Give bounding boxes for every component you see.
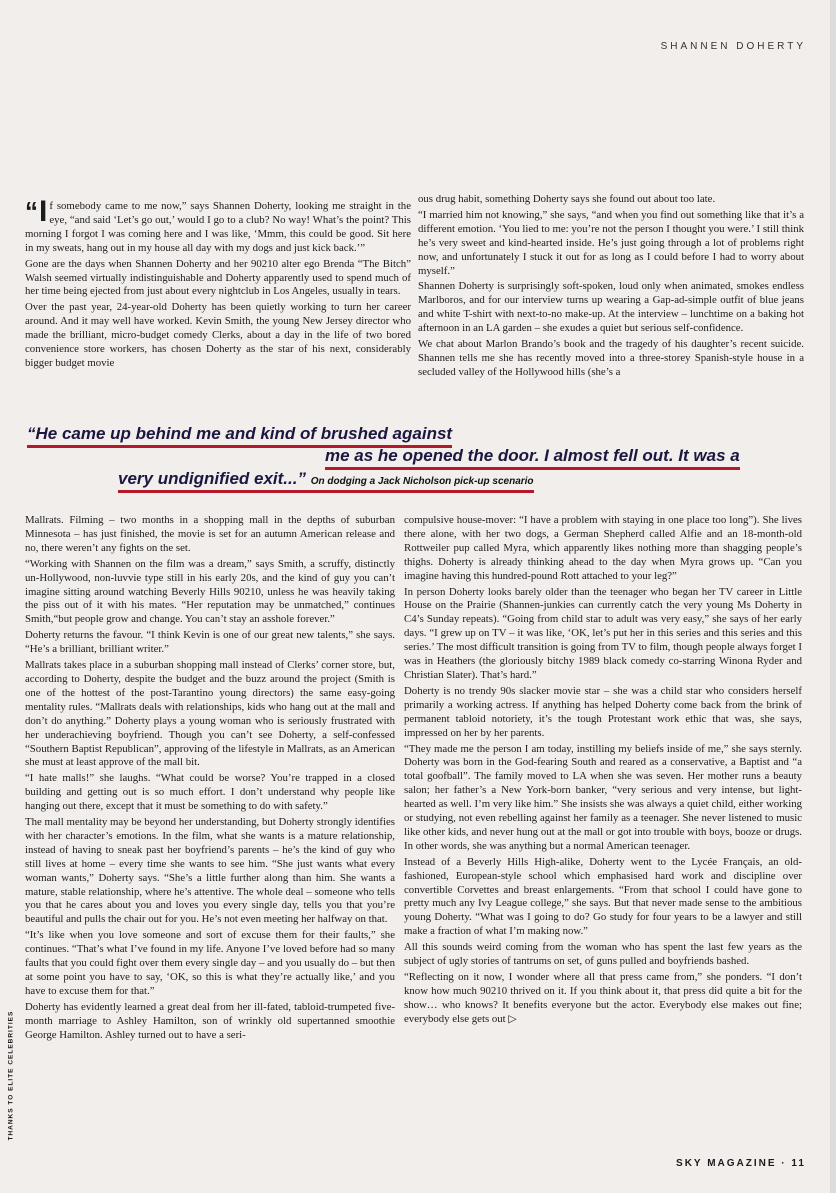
- article-paragraph: Gone are the days when Shannen Doherty and her 90210 alter ego Brenda “The Bitch” Walsh seemed virtually indistinguishable and Doherty apparently used to spend much of her time being ejected from just about every nightclub in Los Angeles, usually in tears.: [25, 257, 411, 298]
- footer-page-number: 11: [791, 1158, 806, 1169]
- article-paragraph: “Reflecting on it now, I wonder where all that press came from,” she ponders. “I don’t know how much 90210 thrived on it. If you think about it, that press did quite a bit for the show… who knows? It benefits everyone but the actor. Everybody else makes out fine; everybody else gets out ▷: [404, 971, 802, 1025]
- article-column-top-left: [25, 195, 411, 373]
- article-paragraph: compulsive house-mover: “I have a problem with staying in one place too long”). She lives there alone, with her two dogs, a German Shepherd called Alfie and an 18-month-old Rottweiler pup called Myra, which apparently likes nothing more than shagging people’s thighs. Doherty is already thinking ahead to the day when Myra grows up. “Can you imagine having this hundred-pound Rott attached to your leg?”: [404, 514, 802, 582]
- article-paragraph: Over the past year, 24-year-old Doherty has been quietly working to turn her career around. And it may well have worked. Kevin Smith, the young New Jersey director who made the brilliant, micro-budget comedy Clerks, about a day in the life of two bored convenience store workers, has chosen Doherty as the star of his next, considerably bigger budget movie: [25, 301, 411, 369]
- article-paragraph: Mallrats takes place in a suburban shopping mall instead of Clerks’ corner store, but, according to Doherty, despite the budget and the buzz around the project (Smith is one of the hottest of the post-Tarantino young directors) the same easy-going mentality rules. “Mallrats deals with relationships, kids who hang out at the mall and don’t do anything.” Doherty plays a young woman who is seriously frustrated with her underachieving boyfriend. Though you can’t see Doherty, a self-confessed “Southern Baptist Republican”, approving of the lifestyle in Mallrats, as an American she must at least approve of the mall bit.: [25, 659, 395, 769]
- dropcap-letter: I: [39, 195, 48, 228]
- pull-quote-attribution: On dodging a Jack Nicholson pick-up scenario: [310, 476, 534, 487]
- article-paragraph: Doherty is no trendy 90s slacker movie star – she was a child star who considers herself primarily a working actress. If anything has helped Doherty come back from the brink of permanent tabloid notoriety, it’s the tough Protestant work ethic that was, she says, impressed on her by her parents.: [404, 684, 802, 739]
- article-column-bottom-right: [404, 514, 802, 1029]
- article-column-top-right: [418, 193, 804, 382]
- article-paragraph: Instead of a Beverly Hills High-alike, Doherty went to the Lycée Français, an old-fashioned, European-style school which emphasised hard work and discipline over convertible Corvettes and breast enlargements. “From that school I could have gone to pretty much any Ivy League college,” she says. But that never made sense to the ambitious young Doherty. “What was I going to do? Go study for four years to be a lawyer and still make a fraction of what I’m making now.”: [404, 855, 802, 938]
- pull-quote-line-3-text: very undignified exit...”: [118, 469, 306, 488]
- article-paragraph: “They made me the person I am today, instilling my beliefs inside of me,” she says sternly. Doherty was born in the God-fearing South and reared as a conservative, a Baptist and “a total goofball”. The family moved to LA when she was seven. Her mother runs a beauty salon; her father’s a New York-born banker, “very serious and very intense, but light-hearted as well. I’m very like him.” She insists she was always a quiet child, either working or studying, not even rebelling against her family as a teenager. She never listened to music like other kids, and never hung out at the mall or got into trouble with boys, booze or drugs. In other words, she was anything but a normal American teenager.: [404, 742, 802, 852]
- article-paragraph: “I married him not knowing,” she says, “and when you find out something like that it’s a different emotion. ‘You lied to me: you’re not the person I thought you were.’ I still think he’s very sweet and kind-hearted inside. He’s just going through a lot of problems right now, and unfortunately I stuck it out for as long as I could before I had to worry about myself.”: [418, 208, 804, 277]
- article-paragraph: Doherty returns the favour. “I think Kevin is one of our great new talents,” she says. “He’s a brilliant, brilliant writer.”: [25, 629, 395, 656]
- dropcap-quote: “: [25, 196, 38, 226]
- article-paragraph: The mall mentality may be beyond her understanding, but Doherty strongly identifies with her character’s emotions. In the film, what she wants is a mature relationship, instead of having to sneak past her boyfriend’s parents – he’s the kind of guy who still lives at home – every time she wants to see him. “She just wants what every woman wants,” Doherty says. “She’s a little further along than him. She wants a mature, stable relationship, where he’s attentive. The whole deal – someone who tells you that he cares about you and loves you every single day, tells you that you’re beautiful and pulls the chair out for you. He’s not even meeting her halfway on that.: [25, 816, 395, 926]
- article-paragraph-text: f somebody came to me now,” says Shannen Doherty, looking me straight in the eye, “and said ‘Let’s go out,’ would I go to a club? No way! What’s the point? This morning I forgot I was coming here and I was like, ‘Mmm, this could be good. Sit here in my sweats, hang out in my house all day with my dogs and just kick back.’”: [25, 200, 411, 254]
- article-paragraph: Shannen Doherty is surprisingly soft-spoken, loud only when animated, smokes endless Marlboros, and for our interview turns up wearing a Gap-ad-simple outfit of blue jeans and white T-shirt with next-to-no make-up. At the interview – lunchtime on a baking hot afternoon in an LA garden – she exudes a quiet but serious self-confidence.: [418, 280, 804, 335]
- article-paragraph: “Working with Shannen on the film was a dream,” says Smith, a scruffy, distinctly un-Hollywood, non-luvvie type still in his early 20s, and the kind of guy you can’t imagine sitting around watching Beverly Hills 90210, unless he was heavily taking the piss out of it with his mates. “Her reputation may be unmatched,” continues Smith,“but people grow and change. You can’t stay an asshole forever.”: [25, 557, 395, 626]
- article-paragraph: In person Doherty looks barely older than the teenager who began her TV career in Little House on the Prairie (Shannen-junkies can currently catch the very young Ms Doherty in C4’s Sunday repeats). “Going from child star to adult was very easy,” she says of her early days. “I grew up on TV – it was like, ‘OK, let’s put her in this series and this series and this series.’ The most difficult transition is going from TV to film, though people always forget I was in Heathers (the gloriously bitchy 1989 black comedy co-starring Winona Ryder and Christian Slater). That’s hard.”: [404, 585, 802, 681]
- article-paragraph: All this sounds weird coming from the woman who has spent the last few years as the subject of ugly stories of tantrums on set, of guns pulled and boyfriends bashed.: [404, 941, 802, 968]
- article-paragraph: [25, 195, 411, 256]
- article-paragraph: Doherty has evidently learned a great deal from her ill-fated, tabloid-trumpeted five-month marriage to Ashley Hamilton, son of wrinkly old supertanned smoothie George Hamilton. Ashley turned out to have a seri-: [25, 1000, 395, 1041]
- article-paragraph: “I hate malls!” she laughs. “What could be worse? You’re trapped in a closed building and getting out is so much effort. I don’t understand why people like hanging out there, except that it must be something to do with safety.”: [25, 772, 395, 813]
- pull-quote: [0, 424, 836, 494]
- article-paragraph: “It’s like when you love someone and sort of excuse them for their faults,” she continues. “That’s what I’ve found in my life. Anyone I’ve loved before had so many faults that you could fight over them every single day – and you usually do – but then at some point you have to say, ‘OK, so this is what they’re actually like,’ and you have to excuse them for that.”: [25, 929, 395, 997]
- article-paragraph: ous drug habit, something Doherty says she found out about too late.: [418, 193, 716, 205]
- page-edge: [830, 0, 836, 1193]
- side-credit: [2, 1012, 16, 1142]
- footer-magazine: SKY MAGAZINE ·: [676, 1158, 792, 1169]
- side-credit-text: THANKS TO ELITE CELEBRITIES: [7, 1010, 15, 1141]
- page-header-title: SHANNEN DOHERTY: [660, 41, 806, 52]
- pull-quote-line-1: “He came up behind me and kind of brushed against: [27, 424, 452, 448]
- article-paragraph: Mallrats. Filming – two months in a shopping mall in the depths of suburban Minnesota – has just finished, the movie is set for an autumn American release and no, there weren’t any fights on the set.: [25, 514, 395, 554]
- page-footer: [676, 1158, 806, 1169]
- pull-quote-line-2: me as he opened the door. I almost fell out. It was a: [325, 446, 740, 470]
- article-column-bottom-left: [25, 514, 395, 1045]
- pull-quote-line-3: [118, 469, 534, 493]
- article-paragraph: We chat about Marlon Brando’s book and the tragedy of his daughter’s recent suicide. Shannen tells me she has recently moved into a three-storey Spanish-style house in a secluded valley of the Hollywood hills (she’s a: [418, 338, 804, 378]
